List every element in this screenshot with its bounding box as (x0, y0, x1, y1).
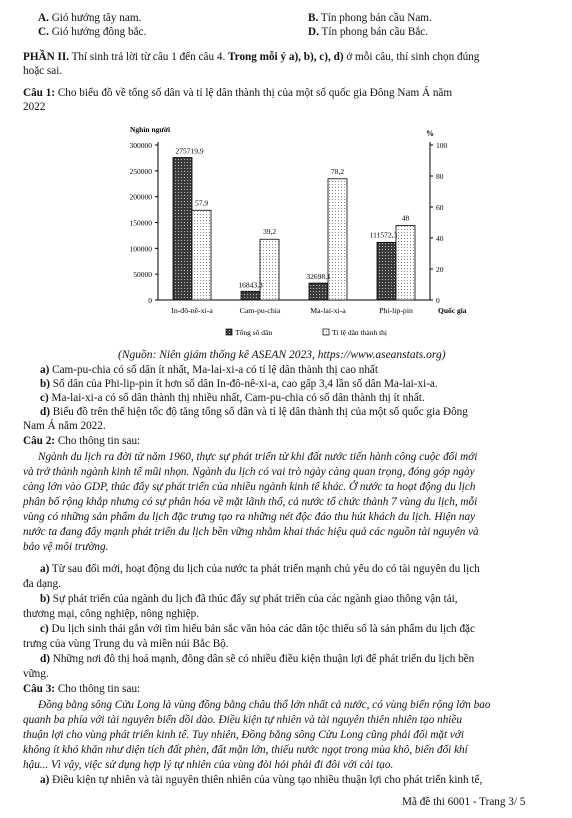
data-label-population: 16843,3 (238, 280, 263, 290)
data-label-population: 32698,1 (306, 272, 331, 282)
right-tick-label: 40 (436, 234, 444, 243)
page-footer: Mã đề thi 6001 - Trang 3/ 5 (402, 796, 526, 808)
option-a-letter: A. (38, 12, 49, 24)
q1-statement-b (40, 377, 438, 391)
q2-c-text-1: Du lịch sinh thái gắn với tìm hiểu bản sắc văn hóa các dân tộc thiểu số là sản phẩm du lịch đặc (48, 623, 475, 635)
q3-a-text: Điều kiện tự nhiên và tài nguyên thiên nhiên của vùng tạo nhiều thuận lợi cho phát triển kinh tế, (49, 774, 483, 786)
right-tick-label: 60 (436, 203, 444, 212)
part2-instr-line2: hoặc sai. (23, 65, 63, 77)
option-b-letter: B. (308, 12, 319, 24)
q3-passage-line: không ít khó khăn như diện tích đất phèn, đất mặn lớn, thiếu nước ngọt trong mùa khô, biến đổi khí (23, 744, 468, 756)
bar-population (309, 283, 328, 300)
left-axis-title: Nghìn người (130, 125, 171, 134)
option-d (308, 25, 428, 39)
q2-a-label: a) (40, 563, 50, 575)
right-tick-label: 80 (436, 172, 444, 181)
bar-population (241, 291, 260, 300)
q2-passage-line: phân bố rộng khắp nhưng có sự phân hóa về mặt lãnh thổ, cả nước tổ chức thành 7 vùng du lịch, mỗi (23, 496, 478, 508)
q3-passage-line: quanh ba phía với tài nguyên biển dồi dào. Điều kiện tự nhiên và tài nguyên thiên nhiên tạo nhiều (23, 714, 462, 726)
left-tick-label: 50000 (133, 270, 152, 280)
q2-a-text-1: Từ sau đổi mới, hoạt động du lịch của nước ta phát triển mạnh chủ yếu do có tài nguyên du lịch (49, 563, 480, 575)
part2-instr-2: ở mỗi câu, thí sinh chọn đúng (343, 51, 480, 63)
population-chart (118, 120, 490, 348)
q1-b-label: b) (40, 378, 50, 390)
q1-d-text-1: Biểu đồ trên thể hiện tốc độ tăng tổng số dân và tỉ lệ dân thành thị của một số quốc gia Đông (49, 406, 468, 418)
legend-swatch-population (226, 329, 232, 335)
q1-d-label: d) (40, 406, 50, 418)
q2-passage-line: và trở thành ngành kinh tế mũi nhọn. Ngành du lịch có vai trò ngày càng quan trọng, đóng góp ngày (23, 466, 475, 478)
left-tick-label: 250000 (129, 166, 152, 176)
q2-label: Câu 2: (23, 435, 56, 447)
part2-instr-1: Thí sinh trả lời từ câu 1 đến câu 4. (69, 51, 229, 63)
category-label: In-đô-nê-xi-a (171, 306, 213, 315)
q2-d-text-2: vững. (23, 668, 49, 680)
bar-urban-rate (260, 239, 279, 300)
data-label-urban-rate: 78,2 (330, 166, 345, 176)
q1-stem (23, 86, 452, 100)
left-tick-label: 200000 (129, 192, 152, 202)
q2-stem (23, 434, 140, 448)
right-tick-label: 20 (436, 265, 444, 274)
data-label-population: 111572,3 (369, 230, 398, 240)
data-label-population: 275719,9 (175, 146, 204, 156)
legend-swatch-urban-rate (323, 329, 329, 335)
left-tick-label: 300000 (129, 141, 152, 150)
q1-stem-year: 2022 (23, 101, 46, 113)
option-a-text: Gió hướng tây nam. (51, 12, 142, 24)
q2-passage-line: bảo vệ môi trường. (23, 541, 109, 553)
q3-statement-a (40, 773, 482, 787)
part2-instr-bold: Trong mỗi ý a), b), c), d) (228, 51, 344, 63)
category-label: Phi-lip-pin (379, 306, 413, 315)
option-b-text: Tín phong bán cầu Nam. (320, 12, 432, 24)
q1-stem-1: Cho biểu đồ về tổng số dân và tỉ lệ dân thành thị của một số quốc gia Đông Nam Á năm (55, 87, 453, 99)
part2-instruction (23, 50, 479, 64)
bar-population (377, 242, 396, 300)
category-label: Cam-pu-chia (239, 306, 281, 315)
q3-passage-line: thuận lợi cho vùng phát triển kinh tế. Tuy nhiên, Đồng bằng sông Cửu Long cũng phải đối mặt với (23, 729, 464, 741)
q1-c-label: c) (40, 392, 49, 404)
q3-label: Câu 3: (23, 683, 56, 695)
q1-c-text: Ma-lai-xi-a có số dân thành thị nhiều nhất, Cam-pu-chia có số dân thành thị ít nhất. (48, 392, 425, 404)
q3-stem (23, 682, 140, 696)
q1-a-text: Cam-pu-chia có số dân ít nhất, Ma-lai-xi-a có tỉ lệ dân thành thị cao nhất (49, 364, 379, 376)
q2-passage-line: vùng có những sản phẩm du lịch đặc trưng tạo ra những nét độc đáo thu hút khách du lịch. Hiện nay (23, 511, 476, 523)
data-label-urban-rate: 39,2 (262, 227, 277, 237)
right-axis-title: % (426, 129, 434, 138)
q2-passage-line: nước ta đang đẩy mạnh phát triển du lịch bền vững nhằm khai thác hiệu quả các nguồn tài nguyên và (23, 526, 479, 538)
category-label: Ma-lai-xi-a (310, 306, 346, 315)
q2-c-label: c) (40, 623, 49, 635)
q3-stem-text: Cho thông tin sau: (55, 683, 141, 695)
chart-source: (Nguồn: Niên giám thống kê ASEAN 2023, https://www.aseanstats.org) (118, 349, 446, 361)
option-d-text: Tín phong bán cầu Bắc. (321, 26, 429, 38)
option-c (38, 25, 146, 39)
q2-statement-b (40, 592, 458, 606)
option-d-letter: D. (308, 26, 319, 38)
q2-passage-line: càng lớn vào GDP, thúc đẩy sự phát triển của nhiều ngành kinh tế khác. Ở nước ta hoạt động du lịch (23, 481, 476, 493)
q1-statement-a (40, 363, 378, 377)
q3-a-label: a) (40, 774, 50, 786)
bar-urban-rate (328, 179, 347, 300)
left-tick-label: 100000 (129, 244, 152, 254)
q2-stem-text: Cho thông tin sau: (55, 435, 141, 447)
q2-a-text-2: đa dạng. (23, 578, 61, 590)
q2-statement-c (40, 622, 475, 636)
left-tick-label: 150000 (129, 218, 152, 228)
right-tick-label: 0 (436, 296, 440, 305)
legend-label-population: Tổng số dân (235, 328, 273, 337)
q2-c-text-2: trưng của vùng Trung du và miền núi Bắc Bộ. (23, 638, 229, 650)
q2-b-text-1: Sự phát triển của ngành du lịch đã thúc đẩy sự phát triển của các ngành giao thông vận tải, (49, 593, 458, 605)
right-tick-label: 100 (436, 141, 448, 150)
part2-heading: PHẦN II. (23, 51, 69, 63)
q1-statement-d (40, 405, 468, 419)
data-label-urban-rate: 57,9 (194, 198, 209, 208)
x-axis-title: Quốc gia (438, 306, 467, 315)
q2-passage-line: Ngành du lịch ra đời từ năm 1960, thực sự phát triển từ khi đất nước tiến hành công cuộc đổi mới (38, 451, 478, 463)
option-b (308, 11, 432, 25)
option-a (38, 11, 141, 25)
legend-label-urban-rate: Tỉ lệ dân thành thị (332, 328, 387, 337)
q2-b-label: b) (40, 593, 50, 605)
bar-urban-rate (396, 226, 415, 300)
q2-statement-d (40, 652, 474, 666)
q3-passage-line: Đồng bằng sông Cửu Long là vùng đồng bằng châu thổ lớn nhất cả nước, có vùng biển rộng lớn bao (38, 699, 491, 711)
q2-b-text-2: thương mại, công nghiệp, nông nghiệp. (23, 608, 200, 620)
data-label-urban-rate: 48 (401, 213, 410, 223)
option-c-text: Gió hướng đông bắc. (51, 26, 147, 38)
q3-passage-line: hậu... Vì vậy, việc sử dụng hợp lý tự nhiên của vùng đòi hỏi phải đi đôi với cải tạo. (23, 759, 394, 771)
q2-d-label: d) (40, 653, 50, 665)
q1-statement-c (40, 391, 425, 405)
q1-b-text: Số dân của Phi-lip-pin ít hơn số dân In-đô-nê-xi-a, cao gấp 3,4 lần số dân Ma-lai-xi-a. (49, 378, 438, 390)
left-tick-label: 0 (148, 296, 152, 305)
q2-d-text-1: Những nơi đô thị hoá mạnh, đông dân sẽ có nhiều điều kiện thuận lợi để phát triển du lịch bền (49, 653, 475, 665)
bar-population (173, 158, 192, 300)
q2-statement-a (40, 562, 480, 576)
option-c-letter: C. (38, 26, 49, 38)
bar-urban-rate (192, 210, 211, 300)
q1-a-label: a) (40, 364, 50, 376)
q1-label: Câu 1: (23, 87, 56, 99)
q1-d-text-2: Nam Á năm 2022. (23, 420, 106, 432)
